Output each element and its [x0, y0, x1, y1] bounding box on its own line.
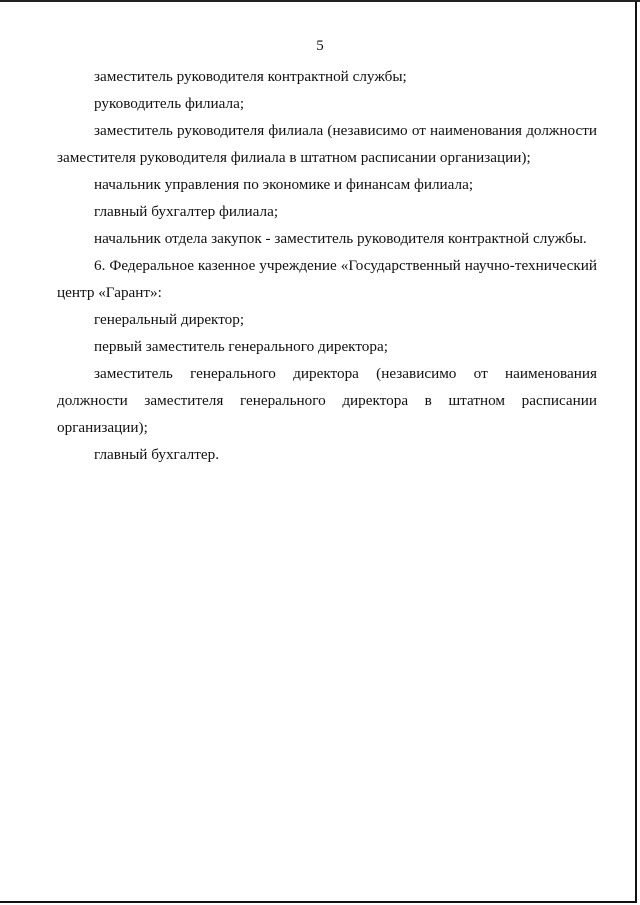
document-body [57, 63, 597, 468]
paragraph: начальник управления по экономике и финансам филиала; [94, 176, 474, 193]
page-number: 5 [316, 38, 324, 54]
paragraph: заместитель руководителя контрактной службы; [94, 68, 407, 85]
paragraph: руководитель филиала; [94, 95, 245, 112]
paragraph: генеральный директор; [94, 311, 245, 328]
scan-top-edge [0, 0, 640, 2]
paragraph: 6. Федеральное казенное учреждение «Государственный научно-технический центр «Гарант»: [57, 257, 597, 301]
paragraph: главный бухгалтер. [94, 446, 219, 463]
paragraph: заместитель генерального директора (независимо от наименования должности заместителя генерального директора в штатном расписании организации); [57, 365, 597, 436]
paragraph: главный бухгалтер филиала; [94, 203, 279, 220]
paragraph: заместитель руководителя филиала (независимо от наименования должности заместителя руководителя филиала в штатном расписании организации); [57, 122, 597, 166]
paragraph: начальник отдела закупок - заместитель руководителя контрактной службы. [94, 230, 587, 247]
paragraph: первый заместитель генерального директора; [94, 338, 388, 355]
